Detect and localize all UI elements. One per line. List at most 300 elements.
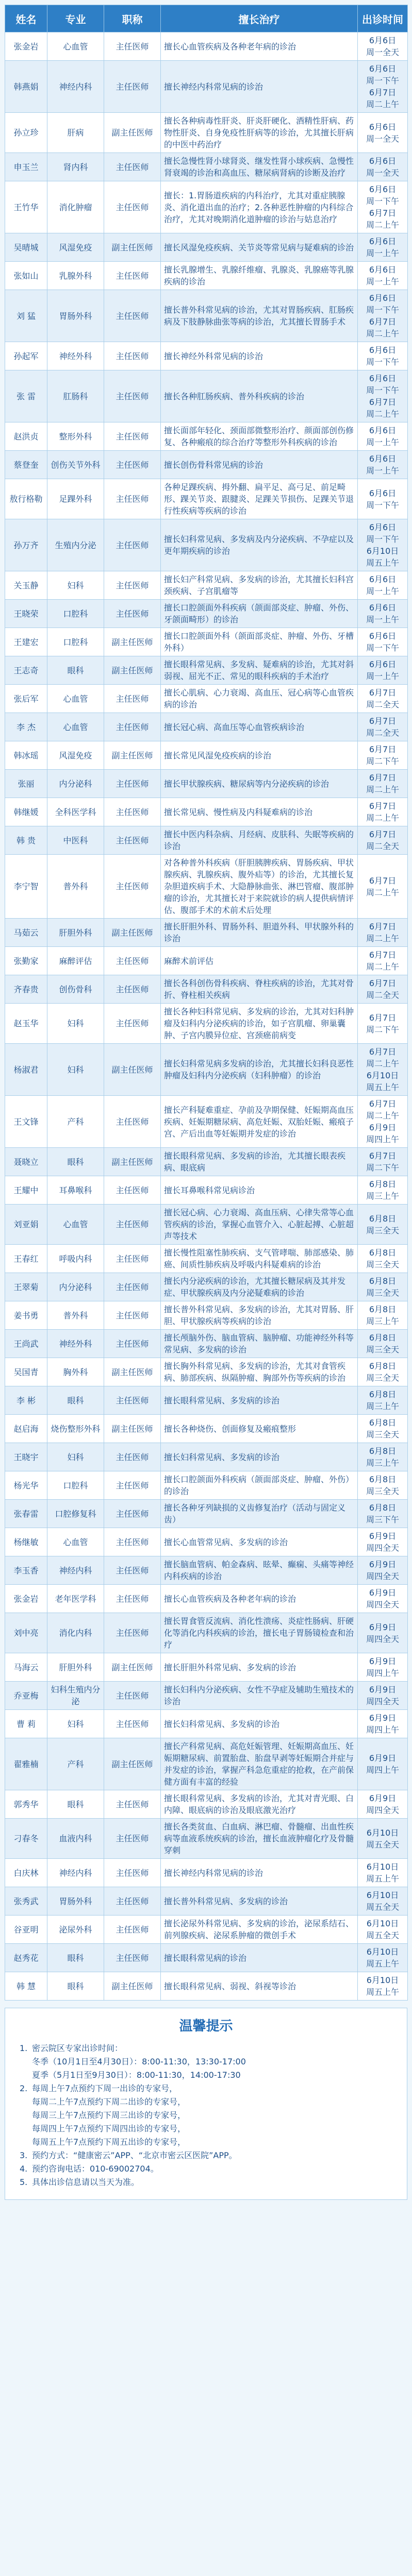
job-title: 主任医师: [104, 855, 161, 919]
job-title: 主任医师: [104, 1682, 161, 1710]
table-row: [5, 342, 408, 370]
table-row: [5, 1358, 408, 1386]
specialty: 擅长普外科常见病、多发病的诊治: [161, 1887, 358, 1916]
clinic-time: 6月7日 周二上午: [358, 947, 408, 975]
job-title: 副主任医师: [104, 628, 161, 656]
job-title: 主任医师: [104, 1245, 161, 1273]
department: 全科医学科: [47, 798, 104, 826]
table-row: [5, 975, 408, 1004]
specialty: 擅长肝胆外科常见病、多发病的诊治: [161, 1653, 358, 1682]
job-title: 副主任医师: [104, 1972, 161, 2001]
doctor-name: 杨光华: [5, 1471, 47, 1500]
clinic-time: 6月8日 周三全天: [358, 1245, 408, 1273]
table-row: [5, 685, 408, 713]
job-title: 主任医师: [104, 1556, 161, 1585]
doctor-name: 张春雷: [5, 1500, 47, 1528]
job-title: 主任医师: [104, 290, 161, 342]
clinic-time: 6月8日 周三下午: [358, 1500, 408, 1528]
clinic-time: 6月6日 周一上午: [358, 422, 408, 451]
department: 胃肠外科: [47, 1887, 104, 1916]
specialty: 擅长眼科常见病、多发病、疑难病的诊治，尤其对斜弱视、屈光不正、常见的眼科疾病的手术治疗: [161, 656, 358, 685]
doctor-name: 李 彬: [5, 1386, 47, 1415]
job-title: 主任医师: [104, 451, 161, 479]
clinic-time: 6月10日 周五全天: [358, 1887, 408, 1916]
department: 眼科: [47, 1790, 104, 1819]
doctor-name: 曹 莉: [5, 1710, 47, 1738]
job-title: 副主任医师: [104, 1148, 161, 1176]
doctor-name: 谷亚明: [5, 1916, 47, 1944]
specialty: 擅长面部年轻化、颈面部微整形治疗、颜面部创伤修复、各种瘢痕的综合治疗等整形外科疾病的诊治: [161, 422, 358, 451]
specialty: 擅长神经内科常见病的诊治: [161, 61, 358, 113]
department: 肛肠科: [47, 370, 104, 422]
department: 妇科: [47, 1004, 104, 1044]
department: 妇科生殖内分泌: [47, 1682, 104, 1710]
job-title: 主任医师: [104, 342, 161, 370]
clinic-time: 6月6日 周一全天: [358, 32, 408, 61]
clinic-time: 6月8日 周三全天: [358, 1471, 408, 1500]
department: 消化肿瘤: [47, 181, 104, 233]
clinic-time: 6月9日 周四上午: [358, 1710, 408, 1738]
specialty: 擅长妇科常见病、多发病及内分泌疾病、不孕症以及更年期疾病的诊治: [161, 519, 358, 571]
job-title: 副主任医师: [104, 1415, 161, 1443]
tip-item: [20, 2149, 397, 2162]
job-title: 副主任医师: [104, 656, 161, 685]
doctor-name: 韩冰瑶: [5, 741, 47, 770]
specialty: 擅长普外科常见病、多发病的诊治，尤其对胃肠、肝胆、甲状腺疾病等疾病的诊治: [161, 1301, 358, 1330]
clinic-time: 6月6日 周一上午: [358, 233, 408, 262]
specialty: 麻醉术前评估: [161, 947, 358, 975]
job-title: 主任医师: [104, 1004, 161, 1044]
job-title: 主任医师: [104, 1096, 161, 1148]
job-title: 主任医师: [104, 600, 161, 628]
job-title: 主任医师: [104, 153, 161, 181]
table-row: [5, 181, 408, 233]
department: 创伤关节外科: [47, 451, 104, 479]
specialty: 擅长心血管疾病及各种老年病的诊治: [161, 32, 358, 61]
job-title: 主任医师: [104, 1790, 161, 1819]
clinic-time: 6月6日 周一全天: [358, 113, 408, 153]
job-title: 主任医师: [104, 1613, 161, 1653]
clinic-time: 6月6日 周一上午: [358, 262, 408, 290]
job-title: 主任医师: [104, 770, 161, 798]
doctor-name: 孙立珍: [5, 113, 47, 153]
doctor-name: 杨淑君: [5, 1044, 47, 1096]
department: 血液内科: [47, 1819, 104, 1859]
doctor-name: 韩 贵: [5, 826, 47, 855]
job-title: 主任医师: [104, 422, 161, 451]
specialty: 擅长急慢性肾小球肾炎、继发性肾小球疾病、急慢性肾衰竭的诊治和高血压、糖尿病肾病的诊断及治疗: [161, 153, 358, 181]
clinic-time: 6月8日 周三全天: [358, 1273, 408, 1301]
job-title: 副主任医师: [104, 1358, 161, 1386]
table-row: [5, 741, 408, 770]
doctor-name: 张秀武: [5, 1887, 47, 1916]
specialty: 擅长妇科常见病多发病的诊治，尤其擅长妇科良恶性肿瘤及妇科内分泌疾病（妇科肿瘤）的诊治: [161, 1044, 358, 1096]
specialty: 擅长心血管常见病、多发病的诊治: [161, 1528, 358, 1556]
department: 心血管: [47, 1205, 104, 1245]
clinic-time: 6月9日 周四全天: [358, 1556, 408, 1585]
doctor-name: 白庆林: [5, 1859, 47, 1887]
table-row: [5, 1273, 408, 1301]
department: 眼科: [47, 1386, 104, 1415]
clinic-time: 6月10日 周五上午: [358, 1972, 408, 2001]
table-row: [5, 290, 408, 342]
doctor-name: 赵玉华: [5, 1004, 47, 1044]
table-row: [5, 153, 408, 181]
department: 麻醉评估: [47, 947, 104, 975]
specialty: 擅长眼科常见病、多发病的诊治，尤其对青光眼、白内障、眼底病的诊治及眼底激光治疗: [161, 1790, 358, 1819]
doctor-name: 韩燕娟: [5, 61, 47, 113]
specialty: 擅长眼科常见病、多发病的诊治: [161, 1386, 358, 1415]
department: 口腔科: [47, 628, 104, 656]
table-row: [5, 1096, 408, 1148]
table-row: [5, 1819, 408, 1859]
department: 肝胆外科: [47, 1653, 104, 1682]
clinic-time: 6月6日 周一下午: [358, 628, 408, 656]
specialty: 擅长内分泌疾病的诊治，尤其擅长糖尿病及其并发症、甲状腺疾病及内分泌疑难病的诊治: [161, 1273, 358, 1301]
tip-text: 密云院区专家出诊时间：: [32, 2043, 123, 2053]
specialty: 擅长神经内科常见病的诊治: [161, 1859, 358, 1887]
department: 眼科: [47, 1972, 104, 2001]
clinic-time: 6月9日 周四上午: [358, 1653, 408, 1682]
specialty: 擅长各种肛肠疾病、普外科疾病的诊治: [161, 370, 358, 422]
specialty: 擅长眼科常见病、弱视、斜视等诊治: [161, 1972, 358, 2001]
specialty: 擅长脑血管病、帕金森病、眩晕、癫痫、头痛等神经内科疾病的诊治: [161, 1556, 358, 1585]
clinic-time: 6月7日 周二全天: [358, 713, 408, 741]
specialty: 擅长冠心病、心力衰竭、高血压病、心律失常等心血管疾病的诊治，掌握心血管介入、心脏起搏、心脏超声等技术: [161, 1205, 358, 1245]
table-row: [5, 1500, 408, 1528]
job-title: 主任医师: [104, 181, 161, 233]
clinic-time: 6月7日 周二上午: [358, 770, 408, 798]
job-title: 主任医师: [104, 519, 161, 571]
department: 胸外科: [47, 1358, 104, 1386]
clinic-time: 6月6日 周一上午: [358, 656, 408, 685]
specialty: 擅长慢性阻塞性肺疾病、支气管哮喘、肺部感染、肺癌、间质性肺疾病及呼吸内科疑难病的诊治: [161, 1245, 358, 1273]
tip-item: [20, 2095, 397, 2109]
doctor-name: 王尚武: [5, 1330, 47, 1358]
clinic-time: 6月9日 周四全天: [358, 1790, 408, 1819]
specialty: 擅长神经外科常见病的诊治: [161, 342, 358, 370]
specialty: 擅长颅脑外伤、脑血管病、脑肿瘤、功能神经外科等常见病、多发病的诊治: [161, 1330, 358, 1358]
doctor-name: 乔亚梅: [5, 1682, 47, 1710]
job-title: 主任医师: [104, 1916, 161, 1944]
job-title: 副主任医师: [104, 233, 161, 262]
department: 肾内科: [47, 153, 104, 181]
department: 心血管: [47, 1528, 104, 1556]
table-row: [5, 826, 408, 855]
table-row: [5, 1443, 408, 1471]
clinic-time: 6月7日 周二上午: [358, 919, 408, 947]
department: 内分泌科: [47, 770, 104, 798]
tip-text: 每周二上午7点预约下周二出诊的专家号，: [32, 2097, 186, 2107]
doctor-name: 赵秀花: [5, 1944, 47, 1972]
department: 心血管: [47, 713, 104, 741]
department: 中医科: [47, 826, 104, 855]
table-row: [5, 628, 408, 656]
specialty: 擅长各科创伤骨科疾病、脊柱疾病的诊治，尤其对骨折、脊柱相关疾病: [161, 975, 358, 1004]
specialty: 擅长冠心病、高血压等心血管疾病诊治: [161, 713, 358, 741]
table-row: [5, 1528, 408, 1556]
tip-item: [20, 2042, 397, 2055]
tip-number: 5.: [20, 2177, 28, 2187]
job-title: 主任医师: [104, 1944, 161, 1972]
doctor-name: 王春红: [5, 1245, 47, 1273]
doctor-name: 张 雷: [5, 370, 47, 422]
doctor-name: 刁春冬: [5, 1819, 47, 1859]
clinic-time: 6月7日 周二全天: [358, 826, 408, 855]
doctor-name: 孙起军: [5, 342, 47, 370]
doctor-name: 蔡登奎: [5, 451, 47, 479]
clinic-time: 6月8日 周三全天: [358, 1415, 408, 1443]
doctor-name: 刘 猛: [5, 290, 47, 342]
specialty: 擅长泌尿外科常见病、多发病的诊治，泌尿系结石、前列腺疾病、泌尿系肿瘤的微创手术: [161, 1916, 358, 1944]
table-row: [5, 1916, 408, 1944]
specialty: 擅长各种妇科常见病、多发病的诊治，尤其对妇科肿瘤及妇科内分泌疾病的诊治，如子宫肌瘤、卵巢囊肿、子宫内膜异位症、宫颈癌前病变: [161, 1004, 358, 1044]
job-title: 副主任医师: [104, 1044, 161, 1096]
clinic-time: 6月6日 周一下午 6月10日 周五上午: [358, 519, 408, 571]
specialty: 擅长产科常见病、高危妊娠管理、妊娠期高血压、妊娠期糖尿病、前置胎盘、胎盘早剥等妊娠期合并症与并发症的诊治，掌握产科急危重症的抢救，在产前保健方面有丰富的经验: [161, 1738, 358, 1790]
doctor-name: 孙万齐: [5, 519, 47, 571]
job-title: 副主任医师: [104, 1653, 161, 1682]
doctor-name: 张勤家: [5, 947, 47, 975]
clinic-time: 6月7日 周二上午: [358, 798, 408, 826]
specialty: 擅长常见病、慢性病及内科疑难病的诊治: [161, 798, 358, 826]
clinic-time: 6月7日 周二全天: [358, 975, 408, 1004]
job-title: 主任医师: [104, 1176, 161, 1205]
department: 肝胆外科: [47, 919, 104, 947]
tip-item: [20, 2176, 397, 2189]
clinic-time: 6月6日 周一上午: [358, 451, 408, 479]
specialty: 擅长：1.胃肠道疾病的内科治疗，尤其对重症胰腺炎、消化道出血的治疗；2.各种恶性肿瘤的内科综合治疗，尤其对晚期消化道肿瘤的诊治与姑息治疗: [161, 181, 358, 233]
doctor-name: 吴国青: [5, 1358, 47, 1386]
header-title: 职称: [104, 5, 161, 32]
table-row: [5, 1386, 408, 1415]
department: 内分泌科: [47, 1273, 104, 1301]
doctor-name: 韩继媛: [5, 798, 47, 826]
table-row: [5, 451, 408, 479]
doctor-name: 韩 慧: [5, 1972, 47, 2001]
clinic-time: 6月7日 周二上午: [358, 855, 408, 919]
doctor-name: 张金岩: [5, 1585, 47, 1613]
clinic-time: 6月6日 周一上午: [358, 571, 408, 600]
doctor-name: 翟雅楠: [5, 1738, 47, 1790]
job-title: 主任医师: [104, 826, 161, 855]
tip-item: [20, 2109, 397, 2122]
specialty: 擅长口腔颌面外科（颌面部炎症、肿瘤、外伤、牙槽外科）: [161, 628, 358, 656]
table-row: [5, 262, 408, 290]
table-row: [5, 1682, 408, 1710]
job-title: 主任医师: [104, 1887, 161, 1916]
specialty: 擅长乳腺增生、乳腺纤维瘤、乳腺炎、乳腺癌等乳腺疾病的诊治: [161, 262, 358, 290]
job-title: 主任医师: [104, 1205, 161, 1245]
clinic-time: 6月7日 周二全天: [358, 685, 408, 713]
doctor-name: 敖行格勒: [5, 479, 47, 519]
job-title: 主任医师: [104, 1443, 161, 1471]
job-title: 主任医师: [104, 1330, 161, 1358]
specialty: 擅长各种烧伤、创面修复及瘢痕整形: [161, 1415, 358, 1443]
department: 胃肠外科: [47, 290, 104, 342]
specialty: 擅长口腔颌面外科疾病（颌面部炎症、肿瘤、外伤）的诊治: [161, 1471, 358, 1500]
specialty: 擅长胃食管反流病、消化性溃疡、炎症性肠病、肝硬化等消化内科疾病的诊治，擅长电子胃肠镜检查和治疗: [161, 1613, 358, 1653]
tip-item: [20, 2162, 397, 2176]
tip-number: [20, 2109, 32, 2122]
table-row: [5, 1710, 408, 1738]
doctor-name: 王耀中: [5, 1176, 47, 1205]
specialty: 擅长心血管疾病及各种老年病的诊治: [161, 1585, 358, 1613]
table-row: [5, 656, 408, 685]
specialty: 对各种普外科疾病（肝胆胰脾疾病、胃肠疾病、甲状腺疾病、乳腺疾病、腹外疝等）的诊治，尤其擅长复杂胆道疾病手术、大隐静脉曲张、淋巴管瘤、腹部肿瘤的诊治，尤其擅长对于来院就诊的病人提供病情评估、腹部手术的术前术后处理: [161, 855, 358, 919]
job-title: 主任医师: [104, 1585, 161, 1613]
job-title: 主任医师: [104, 1819, 161, 1859]
table-row: [5, 1330, 408, 1358]
header-name: 姓名: [5, 5, 47, 32]
tip-text: 每周五上午7点预约下周五出诊的专家号，: [32, 2137, 186, 2147]
table-row: [5, 1653, 408, 1682]
header-spec: 擅长治疗: [161, 5, 358, 32]
table-row: [5, 1176, 408, 1205]
specialty: 擅长常见风湿免疫疾病的诊治: [161, 741, 358, 770]
specialty: 擅长各种牙列缺损的义齿修复治疗（活动与固定义齿）: [161, 1500, 358, 1528]
job-title: 主任医师: [104, 1386, 161, 1415]
job-title: 主任医师: [104, 1273, 161, 1301]
tip-text: 预约咨询电话：010-69002704。: [32, 2164, 159, 2174]
department: 眼科: [47, 656, 104, 685]
doctor-name: 马茹云: [5, 919, 47, 947]
doctor-name: 李玉香: [5, 1556, 47, 1585]
doctor-name: 王建宏: [5, 628, 47, 656]
clinic-time: 6月6日 周一下午 6月7日 周二上午: [358, 290, 408, 342]
doctor-name: 王晓荣: [5, 600, 47, 628]
table-row: [5, 571, 408, 600]
clinic-time: 6月9日 周四全天: [358, 1528, 408, 1556]
tip-number: [20, 2136, 32, 2149]
table-row: [5, 1301, 408, 1330]
department: 风湿免疫: [47, 741, 104, 770]
department: 泌尿外科: [47, 1916, 104, 1944]
job-title: 主任医师: [104, 1710, 161, 1738]
department: 神经内科: [47, 1859, 104, 1887]
doctor-schedule-table: [5, 5, 408, 2001]
clinic-time: 6月8日 周三上午: [358, 1176, 408, 1205]
department: 妇科: [47, 571, 104, 600]
clinic-time: 6月7日 周二上午 6月9日 周四上午: [358, 1096, 408, 1148]
department: 神经内科: [47, 61, 104, 113]
table-row: [5, 479, 408, 519]
department: 产科: [47, 1738, 104, 1790]
table-row: [5, 1556, 408, 1585]
specialty: 擅长眼科常见病、多发病的诊治，尤其擅长眼表疾病、眼底病: [161, 1148, 358, 1176]
department: 妇科: [47, 1443, 104, 1471]
clinic-time: 6月8日 周三上午: [358, 1443, 408, 1471]
job-title: 副主任医师: [104, 919, 161, 947]
specialty: 擅长耳鼻喉科常见病诊治: [161, 1176, 358, 1205]
job-title: 主任医师: [104, 571, 161, 600]
doctor-name: 杨继敏: [5, 1528, 47, 1556]
doctor-name: 马海云: [5, 1653, 47, 1682]
department: 产科: [47, 1096, 104, 1148]
clinic-time: 6月9日 周四全天: [358, 1682, 408, 1710]
department: 消化内科: [47, 1613, 104, 1653]
doctor-name: 李 杰: [5, 713, 47, 741]
job-title: 副主任医师: [104, 1738, 161, 1790]
table-row: [5, 713, 408, 741]
table-row: [5, 1972, 408, 2001]
department: 肝病: [47, 113, 104, 153]
clinic-time: 6月7日 周二下午: [358, 1148, 408, 1176]
clinic-time: 6月10日 周五全天: [358, 1916, 408, 1944]
doctor-name: 王晓宇: [5, 1443, 47, 1471]
tip-number: 3.: [20, 2150, 28, 2160]
doctor-name: 聂晓立: [5, 1148, 47, 1176]
tip-item: [20, 2055, 397, 2069]
department: 创伤骨科: [47, 975, 104, 1004]
tip-number: 1.: [20, 2043, 28, 2053]
tip-item: [20, 2069, 397, 2082]
table-row: [5, 1585, 408, 1613]
clinic-time: 6月8日 周三全天: [358, 1330, 408, 1358]
header-time: 出诊时间: [358, 5, 408, 32]
specialty: 擅长各种病毒性肝炎、肝炎肝硬化、酒精性肝病、药物性肝炎、自身免疫性肝病等的诊治，尤其擅长肝病的中医中药治疗: [161, 113, 358, 153]
department: 普外科: [47, 855, 104, 919]
department: 眼科: [47, 1148, 104, 1176]
tip-item: [20, 2122, 397, 2136]
clinic-time: 6月6日 周一下午: [358, 479, 408, 519]
clinic-time: 6月7日 周二下午: [358, 1004, 408, 1044]
department: 生殖内分泌: [47, 519, 104, 571]
doctor-name: 刘亚娟: [5, 1205, 47, 1245]
job-title: 主任医师: [104, 1301, 161, 1330]
table-row: [5, 1471, 408, 1500]
job-title: 主任医师: [104, 1471, 161, 1500]
specialty: 擅长妇产科常见病、多发病的诊治，尤其擅长妇科宫颈疾病、子宫肌瘤等: [161, 571, 358, 600]
clinic-time: 6月6日 周一上午: [358, 600, 408, 628]
specialty: 擅长普外科常见病的诊治，尤其对胃肠疾病、肛肠疾病及下肢静脉曲张等病的诊治，尤其擅长胃肠手术: [161, 290, 358, 342]
clinic-time: 6月8日 周三上午: [358, 1301, 408, 1330]
department: 神经内科: [47, 1556, 104, 1585]
specialty: 擅长妇科内分泌疾病、女性不孕症及辅助生殖技术的诊治: [161, 1682, 358, 1710]
tip-number: [20, 2055, 32, 2069]
table-row: [5, 1887, 408, 1916]
doctor-name: 王文锋: [5, 1096, 47, 1148]
doctor-name: 王翠菊: [5, 1273, 47, 1301]
table-row: [5, 947, 408, 975]
job-title: 主任医师: [104, 1859, 161, 1887]
tip-text: 夏季（5月1日至9月30日）：8:00-11:30，14:00-17:30: [32, 2070, 241, 2080]
clinic-time: 6月6日 周一下午 6月7日 周二上午: [358, 370, 408, 422]
doctor-name: 赵洪贞: [5, 422, 47, 451]
clinic-time: 6月6日 周一下午 6月7日 周二上午: [358, 181, 408, 233]
doctor-name: 齐春贵: [5, 975, 47, 1004]
tip-text: 每周四上午7点预约下周四出诊的专家号，: [32, 2124, 186, 2133]
tip-text: 每周三上午7点预约下周三出诊的专家号，: [32, 2110, 186, 2120]
table-row: [5, 770, 408, 798]
department: 妇科: [47, 1710, 104, 1738]
department: 烧伤整形外科: [47, 1415, 104, 1443]
table-row: [5, 32, 408, 61]
tip-text: 每周上午7点预约下周一出诊的专家号，: [32, 2083, 178, 2093]
tips-title: 温馨提示: [179, 2019, 233, 2034]
job-title: 主任医师: [104, 685, 161, 713]
tip-item: [20, 2136, 397, 2149]
clinic-time: 6月6日 周一全天: [358, 153, 408, 181]
table-row: [5, 1790, 408, 1819]
specialty: 各种足踝疾病、拇外翻、扁平足、高弓足、前足畸形、踝关节炎、跟腱炎、足踝关节损伤、足踝关节退行性疾病等疾病的诊治: [161, 479, 358, 519]
tip-number: 2.: [20, 2083, 28, 2093]
specialty: 擅长妇科常见病、多发病的诊治: [161, 1710, 358, 1738]
table-row: [5, 519, 408, 571]
doctor-name: 赵启海: [5, 1415, 47, 1443]
table-row: [5, 1148, 408, 1176]
tip-item: [20, 2082, 397, 2095]
